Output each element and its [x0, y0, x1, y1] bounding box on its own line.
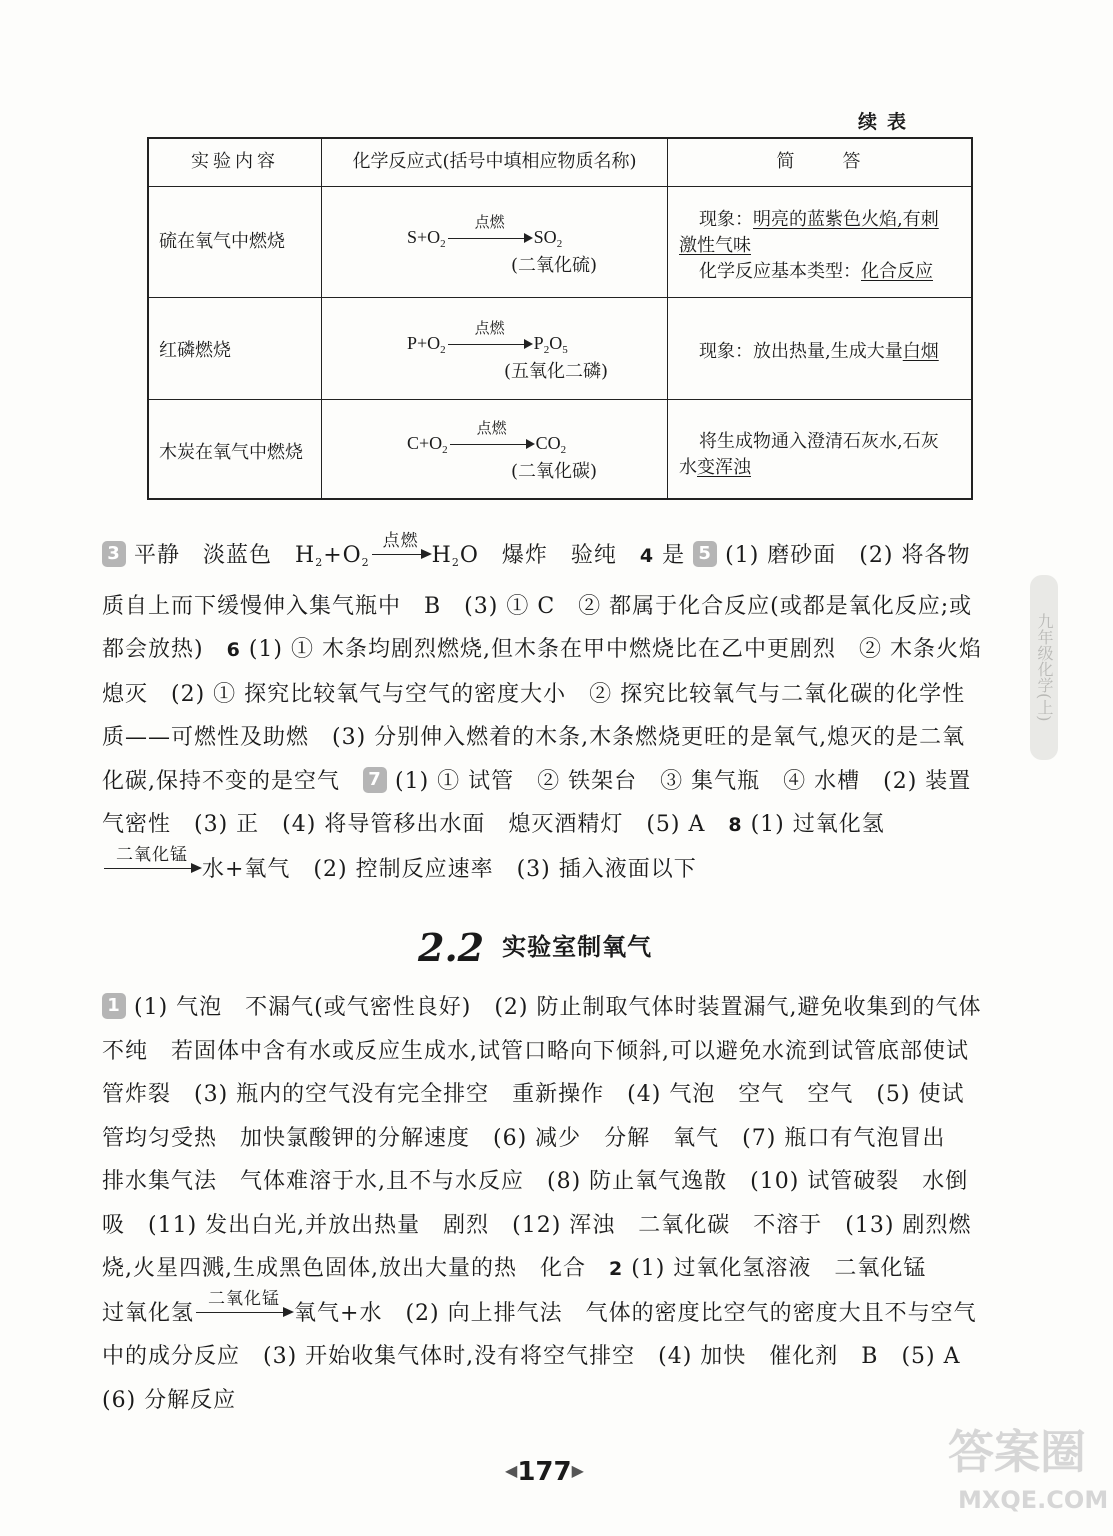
table-divider: [149, 399, 971, 400]
reaction-arrow-icon: 点燃: [446, 229, 534, 249]
continued-table-label: 续表: [858, 111, 917, 133]
question-badge: 1: [102, 993, 126, 1019]
reaction-arrow-icon: 点燃: [370, 540, 432, 562]
chemical-equation: $S+O_2$ 点燃 $SO_2$: [407, 214, 563, 250]
question-badge: 3: [102, 541, 126, 567]
table-answer: 将生成物通入澄清石灰水,石灰 水变浑浊: [679, 431, 939, 478]
table-answer: 现象：明亮的蓝紫色火焰,有刺 激性气味 化学反应基本类型：化合反应: [679, 209, 939, 282]
question-badge: 5: [693, 541, 717, 567]
reaction-arrow-icon: 二氧化锰: [194, 1298, 294, 1320]
watermark-logo: [928, 1408, 1108, 1528]
section-title: 实验室制氧气: [502, 932, 653, 961]
side-tab: 九年级化学(上): [1030, 575, 1058, 760]
table-divider: [667, 139, 668, 498]
experiment-table: [147, 137, 973, 500]
chemical-equation: $P+O_2$ 点燃 $P_2O_5$: [407, 320, 568, 356]
product-name: (二氧化硫): [511, 255, 598, 276]
chemical-equation: $C+O_2$ 点燃 $CO_2$: [407, 420, 567, 456]
table-cell: 红磷燃烧: [159, 340, 231, 361]
reaction-arrow-icon: 点燃: [446, 335, 534, 355]
product-name: (二氧化碳): [511, 461, 598, 482]
table-cell: 硫在氧气中燃烧: [159, 231, 285, 252]
section-heading: [418, 925, 652, 970]
svg-text:答案圈: 答案圈: [948, 1425, 1086, 1479]
table-divider: [321, 139, 322, 498]
answer-paragraph: 1 (1) 气泡 不漏气(或气密性良好) (2) 防止制取气体时装置漏气,避免收集到的气体不纯 若固体中含有水或反应生成水,试管口略向下倾斜,可以避免水流到试管底部使试管炸裂 (3) 瓶内的空气没有完全排空 重新操作 (4) 气泡 空气 空气 (5) 使试管均匀受热 加快氯酸钾的分解速度 (6) 减少 分解 氧气 (7) 瓶口有气泡冒出 排水集气法 气体难溶于水,且不与水反应 (8) 防止氧气逸散 (10) 试管破裂 水倒吸 (11) 发出白光,并放出热量 剧烈 (12) 浑浊 二氧化碳 不溶于 (13) 剧烈燃烧,火星四溅,生成黑色固体,放出大量的热 化合 2 (1) 过氧化氢溶液 二氧化锰 过氧化氢 二氧化锰 氧气+水 (2) 向上排气法 气体的密度比空气的密度大且不与空气中的成分反应 (3) 开始收集气体时,没有将空气排空 (4) 加快 催化剂 B (5) A (6) 分解反应: [102, 995, 984, 1413]
question-badge: 7: [363, 767, 387, 793]
reaction-arrow-icon: 二氧化锰: [102, 854, 202, 876]
reaction-arrow-icon: 点燃: [448, 435, 536, 455]
table-divider: [149, 297, 971, 298]
product-name: (五氧化二磷): [504, 361, 609, 382]
table-cell: 木炭在氧气中燃烧: [159, 442, 303, 463]
page-number: ◀177▶: [505, 1457, 584, 1487]
page-left-icon: ◀: [505, 1461, 518, 1480]
answer-paragraph: 3 平静 淡蓝色 $H_2+O_2$ 点燃 $H_2O$ 爆炸 验纯 4 是 5 (1) 磨砂面 (2) 将各物质自上而下缓慢伸入集气瓶中 B (3) ① C ② 都属于化合反应(或都是氧化反应;或都会放热) 6 (1) ① 木条均剧烈燃烧,但木条在甲中燃烧比在乙中更剧烈 ② 木条火焰熄灭 (2) ① 探究比较氧气与空气的密度大小 ② 探究比较氧气与二氧化碳的化学性质——可燃性及助燃 (3) 分别伸入燃着的木条,木条燃烧更旺的是氧气,熄灭的是二氧化碳,保持不变的是空气 7 (1) ① 试管 ② 铁架台 ③ 集气瓶 ④ 水槽 (2) 装置气密性 (3) 正 (4) 将导管移出水面 熄灭酒精灯 (5) A 8 (1) 过氧化氢 二氧化锰 水+氧气 (2) 控制反应速率 (3) 插入液面以下: [102, 531, 982, 882]
table-header: 化学反应式(括号中填相应物质名称): [352, 151, 637, 172]
table-divider: [149, 186, 971, 187]
section-number: 2.2: [418, 925, 485, 970]
table-header: 简 答: [776, 151, 865, 172]
table-header: 实验内容: [191, 151, 279, 172]
table-answer: 现象：放出热量,生成大量白烟: [699, 341, 939, 362]
page-right-icon: ▶: [571, 1461, 584, 1480]
svg-text:MXQE.COM: MXQE.COM: [958, 1486, 1108, 1514]
